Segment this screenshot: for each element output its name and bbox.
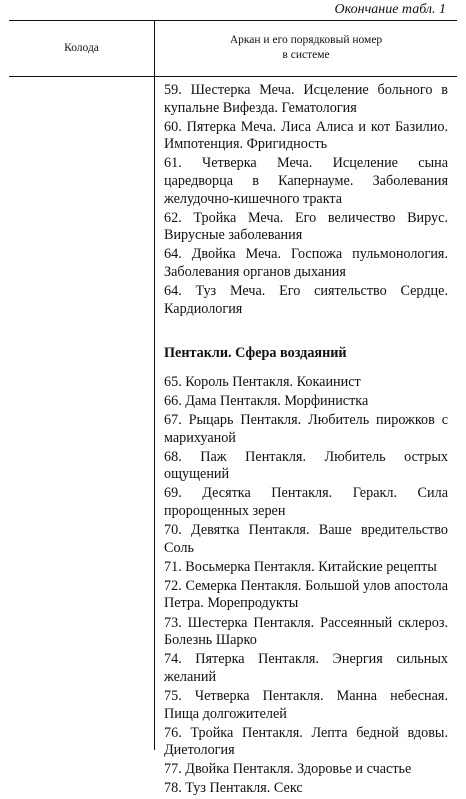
section-heading: Пентакли. Сфера воздаяний: [164, 345, 347, 362]
list-item: 74. Пятерка Пентакля. Энергия сильных желаний: [164, 651, 448, 685]
table-caption: Окончание табл. 1: [334, 2, 446, 17]
list-item: 65. Король Пентакля. Кокаинист: [164, 373, 361, 390]
list-item: 73. Шестерка Пентакля. Рассеянный склероз. Болезнь Шарко: [164, 614, 448, 649]
list-item: 64. Туз Меча. Его сиятельство Сердце. Кардиология: [164, 283, 448, 317]
list-item: 76. Тройка Пентакля. Лепта бедной вдовы. Диетология: [164, 724, 448, 759]
list-item: 75. Четверка Пентакля. Манна небесная. Пища долгожителей: [164, 687, 448, 722]
arcana-table: [9, 20, 457, 797]
list-item: 67. Рыцарь Пентакля. Любитель пирожков с марихуаной: [164, 412, 448, 446]
list-item: 64. Двойка Меча. Госпожа пульмонология. Заболевания органов дыхания: [164, 246, 448, 280]
list-item: 78. Туз Пентакля. Секс: [164, 780, 303, 797]
column-header-arcana-line1: Аркан и его порядковый номер: [229, 34, 383, 46]
list-item: 77. Двойка Пентакля. Здоровье и счастье: [164, 761, 412, 778]
list-item: 62. Тройка Меча. Его величество Вирус. Вирусные заболевания: [164, 209, 448, 244]
list-item: 69. Десятка Пентакля. Геракл. Сила пророщенных зерен: [164, 485, 448, 519]
list-item: 60. Пятерка Меча. Лиса Алиса и кот Базилио. Импотенция. Фригидность: [164, 118, 448, 153]
list-item: 72. Семерка Пентакля. Большой улов апостола Петра. Морепродукты: [164, 577, 448, 612]
list-item: 68. Паж Пентакля. Любитель острых ощущений: [164, 448, 448, 483]
arcana-list: [164, 82, 448, 799]
column-header-arcana-line2: в системе: [282, 49, 330, 61]
list-item: 59. Шестерка Меча. Исцеление больного в купальне Вифезда. Гематология: [164, 82, 448, 116]
list-item: 70. Девятка Пентакля. Ваше вредительство Соль: [164, 522, 448, 556]
column-header-deck: Колода: [64, 42, 99, 54]
column-header-arcana: [155, 20, 457, 76]
table-header-rule: [9, 76, 457, 77]
list-item: 61. Четверка Меча. Исцеление сына царедворца в Капернауме. Заболевания желудочно-кишечного тракта: [164, 155, 448, 207]
list-item: 66. Дама Пентакля. Морфинистка: [164, 392, 369, 409]
list-item: 71. Восьмерка Пентакля. Китайские рецепты: [164, 558, 437, 575]
table-column-divider: [154, 20, 155, 750]
